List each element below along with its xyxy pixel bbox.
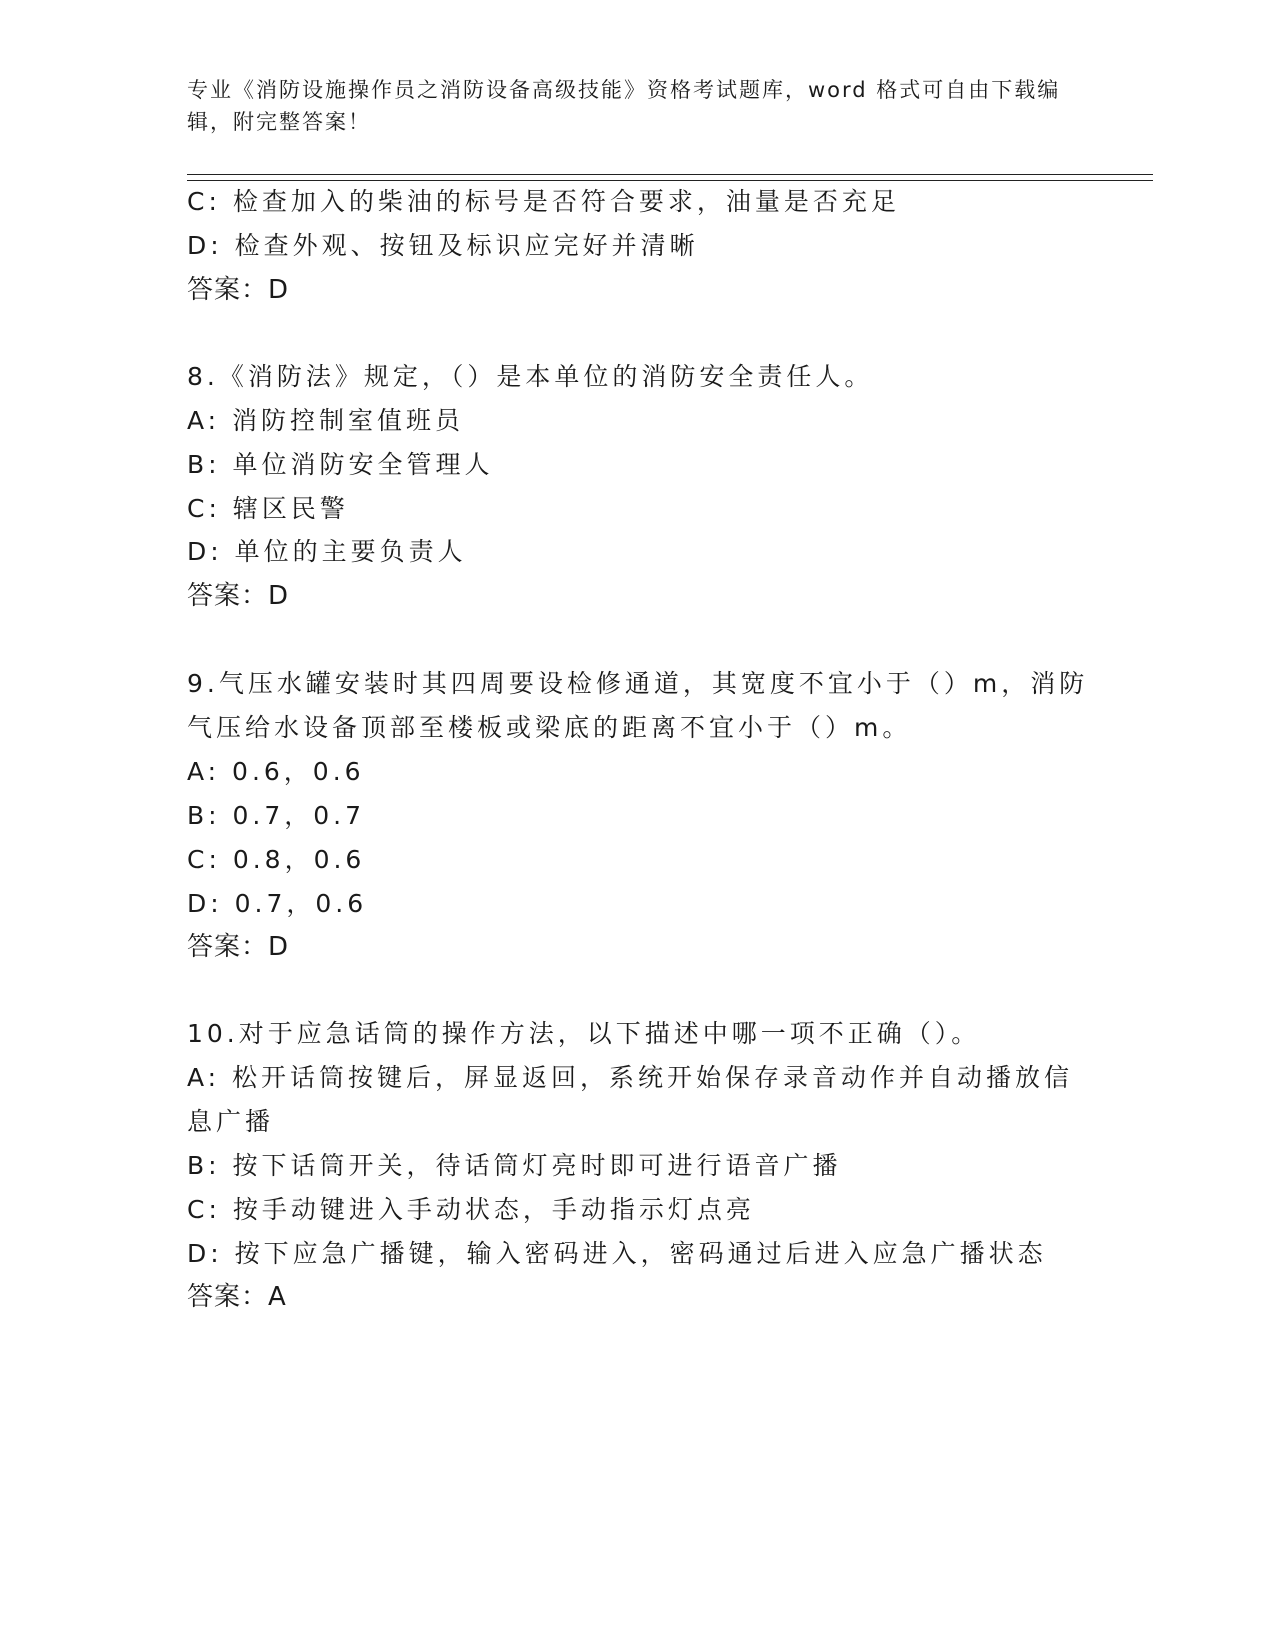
- q9-option-b: B: 0.7，0.7: [187, 801, 366, 830]
- document-header: 专业《消防设施操作员之消防设备高级技能》资格考试题库，word 格式可自由下载编辑，附完整答案！: [187, 78, 1061, 134]
- q10-option-b: B: 按下话筒开关，待话筒灯亮时即可进行语音广播: [187, 1151, 842, 1180]
- q7-answer: 答案：D: [187, 275, 290, 305]
- q9-stem-line2: 气压给水设备顶部至楼板或梁底的距离不宜小于（）m。: [187, 713, 912, 742]
- q9-option-a: A: 0.6，0.6: [187, 757, 365, 786]
- q10-option-a-line1: A: 松开话筒按键后，屏显返回，系统开始保存录音动作并自动播放信: [187, 1063, 1074, 1092]
- q8-option-b: B: 单位消防安全管理人: [187, 450, 494, 479]
- q9-option-d: D: 0.7，0.6: [187, 889, 368, 918]
- q7-option-c: C: 检查加入的柴油的标号是否符合要求，油量是否充足: [187, 187, 900, 216]
- q9-stem-line1: 9.气压水罐安装时其四周要设检修通道，其宽度不宜小于（）m，消防: [187, 669, 1089, 698]
- q10-option-a-line2: 息广播: [187, 1107, 275, 1136]
- q10-option-d: D: 按下应急广播键，输入密码进入，密码通过后进入应急广播状态: [187, 1239, 1047, 1268]
- q10-stem: 10.对于应急话筒的操作方法，以下描述中哪一项不正确（）。: [187, 1019, 981, 1048]
- header-divider-bottom: [187, 180, 1153, 181]
- q7-option-d: D: 检查外观、按钮及标识应完好并清晰: [187, 231, 699, 260]
- q10-answer: 答案：A: [187, 1282, 287, 1312]
- q8-answer: 答案：D: [187, 581, 290, 611]
- q8-option-d: D: 单位的主要负责人: [187, 537, 467, 566]
- q9-option-c: C: 0.8，0.6: [187, 845, 366, 874]
- q10-option-c: C: 按手动键进入手动状态，手动指示灯点亮: [187, 1195, 755, 1224]
- q9-answer: 答案：D: [187, 932, 290, 962]
- q8-stem: 8.《消防法》规定，（）是本单位的消防安全责任人。: [187, 362, 874, 391]
- q8-option-c: C: 辖区民警: [187, 494, 349, 523]
- header-divider-top: [187, 174, 1153, 175]
- q8-option-a: A: 消防控制室值班员: [187, 406, 465, 435]
